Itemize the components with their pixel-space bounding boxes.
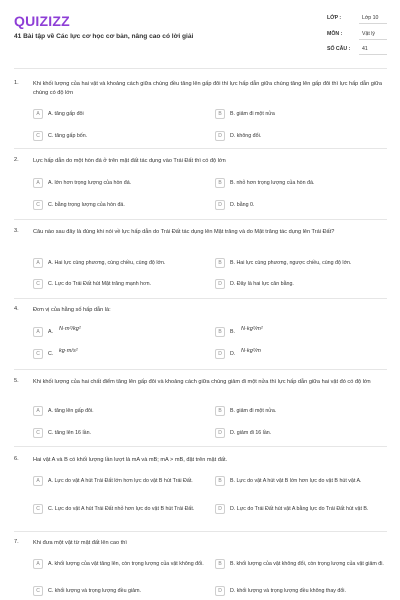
option-text: B. giảm đi một nửa. [230,408,277,414]
option-b[interactable] [215,559,390,577]
option-formula: N·kg²/m² [241,326,263,332]
option-text: A. tăng gấp đôi [48,111,84,117]
option-d[interactable] [215,200,390,214]
option-text: D. giảm đi 16 lần. [230,430,272,436]
option-text: A. tăng lên gấp đôi. [48,408,94,414]
option-b[interactable] [215,258,390,272]
question-number: 2. [14,157,19,163]
option-letter: B [215,476,225,486]
meta-count-label: SỐ CÂU : [327,46,351,52]
option-b[interactable] [215,476,390,494]
question-number: 5. [14,378,19,384]
question-number: 4. [14,306,19,312]
option-letter: D [215,279,225,289]
option-d[interactable] [215,504,390,522]
question-divider [14,148,387,149]
option-text: D. bằng 0. [230,202,255,208]
option-text: C. khối lượng và trọng lượng đều giảm. [48,588,141,594]
option-text: B. nhỏ hơn trọng lượng của hòn đá. [230,180,315,186]
option-b[interactable] [215,178,390,192]
question-text: Đơn vị của hằng số hấp dẫn là: [33,307,111,313]
option-letter: A [33,559,43,569]
option-b[interactable] [215,406,390,420]
question-number: 1. [14,80,19,86]
option-letter: B [215,559,225,569]
option-text: C. [48,351,54,357]
option-d[interactable] [215,279,390,293]
option-text: A. Lực do vật A hút Trái Đất lớn hơn lực do vật B hút Trái Đất. [48,478,193,484]
option-formula: N·m²/kg² [59,326,81,332]
option-a[interactable] [33,559,208,577]
option-letter: B [215,258,225,268]
option-a[interactable] [33,327,208,341]
option-text: A. Hai lực cùng phương, cùng chiều, cùng độ lớn. [48,260,166,266]
quizizz-logo: QUIZIZZ [14,13,70,29]
option-text: C. Lực do Trái Đất hút Mặt trăng mạnh hơn. [48,281,151,287]
option-letter: C [33,279,43,289]
option-text: A. khối lượng của vật tăng lên, còn trọng lượng của vật không đổi. [48,561,204,567]
meta-subject-label: MÔN : [327,31,343,37]
option-a[interactable] [33,258,208,272]
option-text: A. lớn hơn trọng lượng của hòn đá. [48,180,132,186]
meta-class-label: LỚP : [327,15,342,21]
option-d[interactable] [215,131,390,145]
option-b[interactable] [215,327,390,341]
option-c[interactable] [33,349,208,363]
option-letter: A [33,178,43,188]
option-c[interactable] [33,200,208,214]
option-c[interactable] [33,131,208,145]
option-letter: B [215,109,225,119]
option-letter: A [33,258,43,268]
option-c[interactable] [33,428,208,442]
header-divider [14,68,387,69]
option-letter: B [215,327,225,337]
option-a[interactable] [33,109,208,123]
option-text: C. tăng lên 16 lần. [48,430,91,436]
option-text: B. Lực do vật A hút vật B lớn hơn lực do vật B hút vật A. [230,478,362,484]
question-text: Hai vật A và B có khối lượng lần lượt là mA và mB; mA > mB, đặt trên mặt đất. [33,457,228,463]
option-letter: C [33,349,43,359]
option-letter: C [33,586,43,596]
question-divider [14,446,387,447]
option-text: B. [230,329,236,335]
option-d[interactable] [215,586,390,600]
meta-count-value: 41 [362,46,368,52]
question-number: 6. [14,456,19,462]
option-text: C. tăng gấp bốn. [48,133,88,139]
option-letter: C [33,131,43,141]
meta-class-value: Lớp 10 [362,15,379,21]
question-divider [14,298,387,299]
question-text: Câu nào sau đây là đúng khi nói về lực hấp dẫn do Trái Đất tác dụng lên Mặt trăng và do Mặt trăng tác dụng lên Trái Đất? [33,229,335,235]
option-a[interactable] [33,476,208,494]
worksheet-title: 41 Bài tập về Các lực cơ học cơ bản, nâng cao có lời giải [14,33,194,40]
option-letter: B [215,406,225,416]
question-text: Lực hấp dẫn do một hòn đá ở trên mặt đất tác dụng vào Trái Đất thì có độ lớn [33,158,226,164]
question-number: 7. [14,539,19,545]
meta-underline [359,39,387,40]
option-text: B. khối lượng của vật không đổi, còn trọng lượng của vật giảm đi. [230,561,384,567]
option-c[interactable] [33,586,208,600]
option-letter: A [33,476,43,486]
option-text: C. Lực do vật A hút Trái Đất nhỏ hơn lực do vật B hút Trái Đất. [48,506,195,512]
question-text: Khi đưa một vật từ mặt đất lên cao thì [33,540,127,546]
option-text: B. giảm đi một nửa [230,111,275,117]
option-letter: A [33,327,43,337]
option-c[interactable] [33,279,208,293]
option-text: D. không đổi. [230,133,262,139]
question-divider [14,369,387,370]
option-letter: A [33,109,43,119]
option-text: C. bằng trọng lượng của hòn đá. [48,202,125,208]
question-number: 3. [14,228,19,234]
question-text: Khi khối lượng của hai vật và khoảng cách giữa chúng đều tăng lên gấp đôi thì lực hấp dẫn giữa chúng tăng lên gấp đôi thì lực hấp dẫn giữa chúng có độ lớn [33,81,382,96]
option-letter: D [215,428,225,438]
option-text: B. Hai lực cùng phương, ngược chiều, cùng độ lớn. [230,260,352,266]
option-formula: N·kg²/m [241,348,261,354]
option-letter: D [215,586,225,596]
question-divider [14,219,387,220]
option-a[interactable] [33,406,208,420]
meta-underline [359,54,387,55]
option-text: D. [230,351,236,357]
option-letter: D [215,131,225,141]
option-letter: B [215,178,225,188]
option-letter: D [215,349,225,359]
option-formula: kg·m/s² [59,348,78,354]
question-text: Khi khối lượng của hai chất điểm tăng lên gấp đôi và khoảng cách giữa chúng giảm đi một nửa thì lực hấp dẫn giữa hai vật đó có độ lớn [33,379,371,385]
meta-subject-value: Vật lý [362,31,375,37]
option-text: D. Đây là hai lực cân bằng. [230,281,294,287]
option-letter: D [215,504,225,514]
option-letter: A [33,406,43,416]
option-letter: C [33,200,43,210]
option-b[interactable] [215,109,390,123]
option-letter: C [33,504,43,514]
option-text: D. khối lượng và trọng lượng đều không thay đổi. [230,588,346,594]
option-a[interactable] [33,178,208,192]
meta-underline [359,23,387,24]
option-letter: D [215,200,225,210]
worksheet-header [0,0,400,62]
option-d[interactable] [215,349,390,363]
option-c[interactable] [33,504,208,522]
option-text: A. [48,329,54,335]
option-text: D. Lực do Trái Đất hút vật A bằng lực do Trái Đất hút vật B. [230,506,369,512]
option-letter: C [33,428,43,438]
option-d[interactable] [215,428,390,442]
question-divider [14,531,387,532]
